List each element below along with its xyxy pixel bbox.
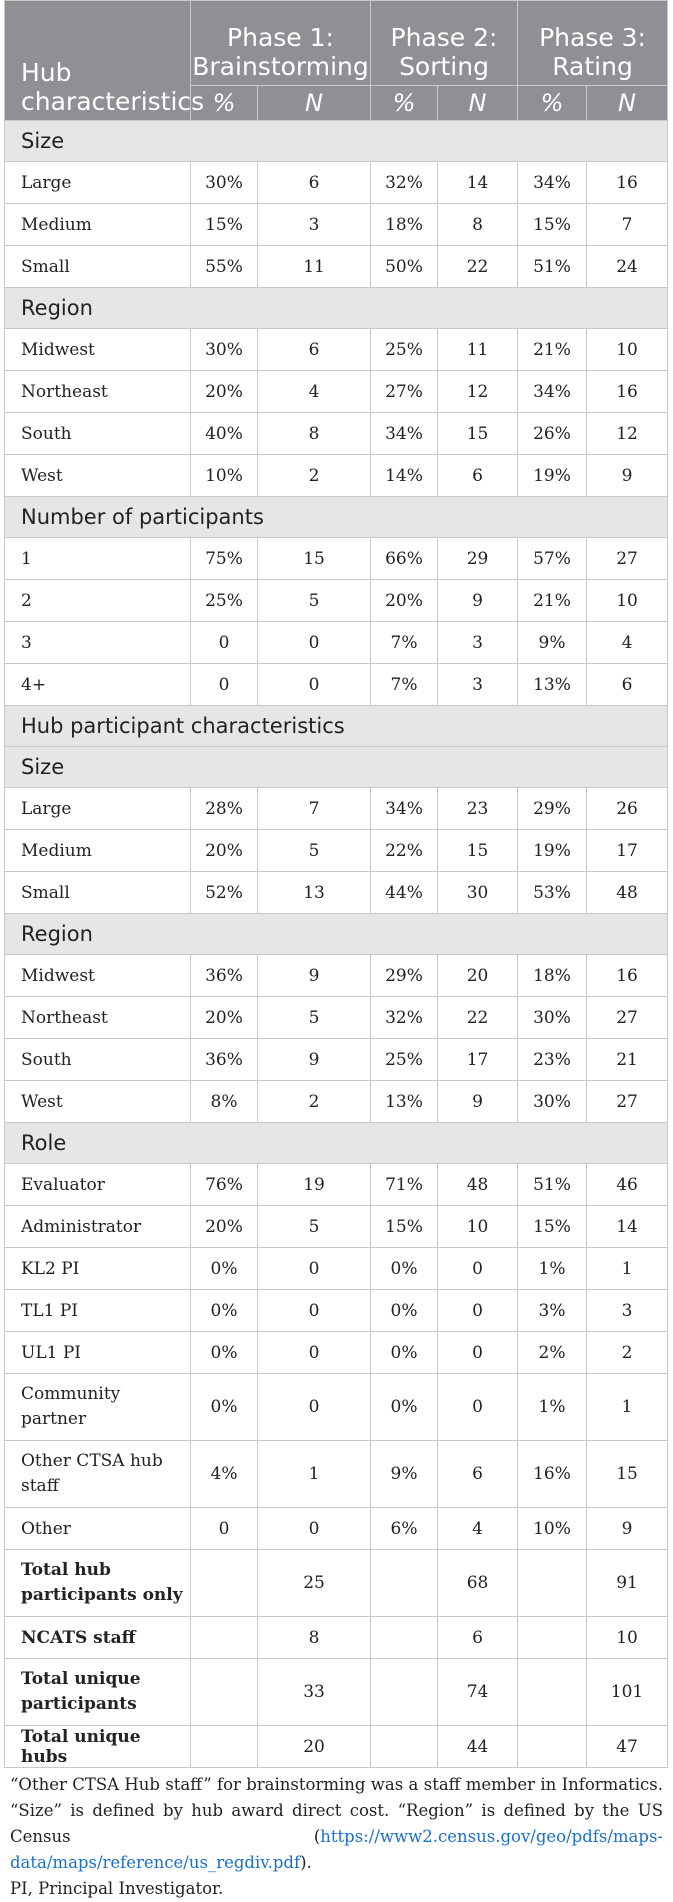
total-label: Total hub participants only [5, 1550, 191, 1617]
table-cell: 19% [518, 830, 587, 872]
row-label: 4+ [5, 664, 191, 706]
footnote-text: “Other CTSA Hub staff” for brainstorming was a staff member in Informatics. “Size” is defined by hub award direct cost. “Region” is defined by the US Census ( [10, 1775, 663, 1846]
table-cell: 3 [438, 664, 518, 706]
col-phase-1: Phase 1: Brainstorming [191, 1, 371, 86]
table-cell: 0% [191, 1332, 258, 1374]
table-cell: 1 [587, 1248, 668, 1290]
row-label: South [5, 413, 191, 455]
table-cell: 22 [438, 997, 518, 1039]
table-cell: 15% [191, 204, 258, 246]
table-cell: 1% [518, 1374, 587, 1441]
table-cell: 30% [191, 162, 258, 204]
total-cell: 44 [438, 1726, 518, 1768]
row-label: South [5, 1039, 191, 1081]
table-row [5, 1290, 668, 1332]
total-cell [191, 1550, 258, 1617]
total-cell [191, 1659, 258, 1726]
table-cell: 25% [191, 580, 258, 622]
table-cell: 5 [258, 580, 371, 622]
table-cell: 15% [518, 1206, 587, 1248]
col-phase-1-pct: % [191, 86, 258, 121]
table-cell: 15% [518, 204, 587, 246]
table-cell: 14 [587, 1206, 668, 1248]
total-label: NCATS staff [5, 1617, 191, 1659]
table-cell: 17 [587, 830, 668, 872]
table-cell: 2% [518, 1332, 587, 1374]
hub-characteristics-table [4, 0, 668, 1768]
section-title: Region [5, 288, 668, 329]
table-cell: 0% [191, 1290, 258, 1332]
section-title: Role [5, 1123, 668, 1164]
table-cell: 27 [587, 1081, 668, 1123]
row-label: Midwest [5, 329, 191, 371]
section-title: Size [5, 121, 668, 162]
table-cell: 27 [587, 538, 668, 580]
table-cell: 22% [371, 830, 438, 872]
table-cell: 76% [191, 1164, 258, 1206]
row-label: West [5, 1081, 191, 1123]
table-row [5, 955, 668, 997]
row-label: Other CTSA hub staff [5, 1441, 191, 1508]
total-cell: 10 [587, 1617, 668, 1659]
table-cell: 2 [587, 1332, 668, 1374]
table-cell: 9% [371, 1441, 438, 1508]
total-cell: 6 [438, 1617, 518, 1659]
table-row [5, 1441, 668, 1508]
col-hub-characteristics: Hub characteristics [5, 1, 191, 121]
table-cell: 3 [587, 1290, 668, 1332]
total-cell [371, 1726, 438, 1768]
total-cell [371, 1550, 438, 1617]
table-row [5, 455, 668, 497]
table-cell: 75% [191, 538, 258, 580]
table-row [5, 1374, 668, 1441]
total-cell [518, 1659, 587, 1726]
table-row [5, 872, 668, 914]
table-cell: 12 [438, 371, 518, 413]
table-cell: 25% [371, 1039, 438, 1081]
table-cell: 21% [518, 580, 587, 622]
table-row [5, 204, 668, 246]
section-title: Region [5, 914, 668, 955]
row-label: Small [5, 246, 191, 288]
col-phase-2-pct: % [371, 86, 438, 121]
row-label: Northeast [5, 997, 191, 1039]
table-row [5, 1164, 668, 1206]
total-cell [518, 1550, 587, 1617]
table-cell: 29% [371, 955, 438, 997]
row-label: 1 [5, 538, 191, 580]
table-cell: 0 [438, 1248, 518, 1290]
table-cell: 32% [371, 997, 438, 1039]
section-header [5, 121, 668, 162]
table-cell: 29% [518, 788, 587, 830]
table-cell: 0% [191, 1374, 258, 1441]
table-cell: 34% [371, 788, 438, 830]
table-cell: 4 [258, 371, 371, 413]
table-cell: 34% [371, 413, 438, 455]
row-label: KL2 PI [5, 1248, 191, 1290]
section-title: Size [5, 747, 668, 788]
section-header [5, 497, 668, 538]
table-row [5, 830, 668, 872]
total-cell: 47 [587, 1726, 668, 1768]
table-body [5, 121, 668, 1768]
table-cell: 2 [258, 455, 371, 497]
table-cell: 0% [371, 1332, 438, 1374]
table-cell: 0 [258, 1374, 371, 1441]
table-cell: 9% [518, 622, 587, 664]
table-cell: 46 [587, 1164, 668, 1206]
table-cell: 16 [587, 162, 668, 204]
total-cell [518, 1617, 587, 1659]
table-cell: 30 [438, 872, 518, 914]
section-header [5, 706, 668, 747]
table-cell: 24 [587, 246, 668, 288]
table-cell: 25% [371, 329, 438, 371]
table-cell: 3% [518, 1290, 587, 1332]
total-row [5, 1617, 668, 1659]
table-cell: 71% [371, 1164, 438, 1206]
table-cell: 30% [191, 329, 258, 371]
table-cell: 20% [371, 580, 438, 622]
table-cell: 48 [438, 1164, 518, 1206]
row-label: Administrator [5, 1206, 191, 1248]
table-cell: 15 [438, 413, 518, 455]
table-cell: 0 [191, 1508, 258, 1550]
col-phase-3: Phase 3: Rating [518, 1, 668, 86]
row-label: Evaluator [5, 1164, 191, 1206]
col-phase-1-n: N [258, 86, 371, 121]
table-cell: 57% [518, 538, 587, 580]
table-cell: 9 [587, 1508, 668, 1550]
total-cell: 68 [438, 1550, 518, 1617]
table-cell: 66% [371, 538, 438, 580]
total-row [5, 1659, 668, 1726]
table-cell: 7 [258, 788, 371, 830]
table-cell: 0 [258, 664, 371, 706]
table-cell: 6 [587, 664, 668, 706]
total-cell [371, 1659, 438, 1726]
table-cell: 0 [258, 1290, 371, 1332]
col-phase-2-n: N [438, 86, 518, 121]
table-cell: 20% [191, 997, 258, 1039]
row-label: Small [5, 872, 191, 914]
table-cell: 19 [258, 1164, 371, 1206]
table-cell: 3 [258, 204, 371, 246]
table-cell: 10% [518, 1508, 587, 1550]
row-label: 2 [5, 580, 191, 622]
table-cell: 9 [258, 955, 371, 997]
table-row [5, 997, 668, 1039]
table-cell: 30% [518, 997, 587, 1039]
section-header [5, 1123, 668, 1164]
table-cell: 14% [371, 455, 438, 497]
table-cell: 0 [258, 1508, 371, 1550]
table-cell: 13% [371, 1081, 438, 1123]
row-label: Other [5, 1508, 191, 1550]
table-row [5, 622, 668, 664]
total-cell: 74 [438, 1659, 518, 1726]
table-cell: 28% [191, 788, 258, 830]
table-cell: 21 [587, 1039, 668, 1081]
table-cell: 10 [438, 1206, 518, 1248]
total-cell [371, 1617, 438, 1659]
table-cell: 7% [371, 664, 438, 706]
row-label: Medium [5, 830, 191, 872]
table-cell: 10% [191, 455, 258, 497]
row-label: Large [5, 788, 191, 830]
table-cell: 8% [191, 1081, 258, 1123]
table-cell: 34% [518, 162, 587, 204]
table-row [5, 1206, 668, 1248]
total-cell: 8 [258, 1617, 371, 1659]
row-label: UL1 PI [5, 1332, 191, 1374]
table-cell: 0 [258, 1248, 371, 1290]
table-cell: 0 [438, 1332, 518, 1374]
table-cell: 6% [371, 1508, 438, 1550]
table-cell: 19% [518, 455, 587, 497]
table-cell: 6 [438, 1441, 518, 1508]
table-cell: 0% [191, 1248, 258, 1290]
table-cell: 2 [258, 1081, 371, 1123]
table-row [5, 371, 668, 413]
table-cell: 10 [587, 580, 668, 622]
table-cell: 44% [371, 872, 438, 914]
table-cell: 6 [258, 329, 371, 371]
table-cell: 9 [438, 580, 518, 622]
row-label: TL1 PI [5, 1290, 191, 1332]
col-phase-3-pct: % [518, 86, 587, 121]
section-header [5, 288, 668, 329]
row-label: Northeast [5, 371, 191, 413]
table-cell: 0% [371, 1290, 438, 1332]
footnote-after: ). [300, 1853, 312, 1872]
table-cell: 52% [191, 872, 258, 914]
table-cell: 26 [587, 788, 668, 830]
table-cell: 0 [438, 1374, 518, 1441]
row-label: Medium [5, 204, 191, 246]
table-cell: 7% [371, 622, 438, 664]
table-cell: 15 [438, 830, 518, 872]
section-header [5, 747, 668, 788]
table-cell: 29 [438, 538, 518, 580]
table-cell: 4% [191, 1441, 258, 1508]
table-cell: 32% [371, 162, 438, 204]
table-cell: 3 [438, 622, 518, 664]
col-phase-2: Phase 2: Sorting [371, 1, 518, 86]
total-cell: 101 [587, 1659, 668, 1726]
table-cell: 0% [371, 1374, 438, 1441]
table-cell: 36% [191, 1039, 258, 1081]
table-cell: 8 [258, 413, 371, 455]
total-label: Total unique participants [5, 1659, 191, 1726]
table-cell: 13 [258, 872, 371, 914]
table-row [5, 246, 668, 288]
table-row [5, 580, 668, 622]
row-label: 3 [5, 622, 191, 664]
table-cell: 8 [438, 204, 518, 246]
table-cell: 51% [518, 246, 587, 288]
table-cell: 11 [438, 329, 518, 371]
table-cell: 27 [587, 997, 668, 1039]
table-row [5, 162, 668, 204]
table-cell: 6 [438, 455, 518, 497]
table-cell: 53% [518, 872, 587, 914]
table-row [5, 1332, 668, 1374]
section-title: Number of participants [5, 497, 668, 538]
table-cell: 20% [191, 830, 258, 872]
table-cell: 50% [371, 246, 438, 288]
row-label: Large [5, 162, 191, 204]
table-footnote [4, 1768, 673, 1902]
table-cell: 0 [191, 664, 258, 706]
section-title: Hub participant characteristics [5, 706, 668, 747]
table-row [5, 1039, 668, 1081]
total-cell [518, 1726, 587, 1768]
table-cell: 51% [518, 1164, 587, 1206]
table-cell: 48 [587, 872, 668, 914]
total-cell: 25 [258, 1550, 371, 1617]
table-row [5, 413, 668, 455]
table-cell: 20 [438, 955, 518, 997]
table-cell: 16 [587, 955, 668, 997]
table-cell: 0 [258, 1332, 371, 1374]
total-cell [191, 1617, 258, 1659]
row-label: West [5, 455, 191, 497]
table-cell: 17 [438, 1039, 518, 1081]
table-cell: 20% [191, 1206, 258, 1248]
table-cell: 9 [258, 1039, 371, 1081]
table-cell: 5 [258, 997, 371, 1039]
table-cell: 4 [438, 1508, 518, 1550]
table-cell: 20% [191, 371, 258, 413]
table-cell: 40% [191, 413, 258, 455]
table-cell: 10 [587, 329, 668, 371]
table-cell: 16 [587, 371, 668, 413]
table-cell: 55% [191, 246, 258, 288]
table-cell: 5 [258, 1206, 371, 1248]
table-cell: 13% [518, 664, 587, 706]
table-cell: 16% [518, 1441, 587, 1508]
table-cell: 21% [518, 329, 587, 371]
row-label: Midwest [5, 955, 191, 997]
census-link[interactable]: https://www2.census.gov/geo/pdfs/maps-data/maps/reference/us_regdiv.pdf [10, 1827, 663, 1872]
table-cell: 14 [438, 162, 518, 204]
total-cell [191, 1726, 258, 1768]
table-cell: 0 [258, 622, 371, 664]
total-cell: 20 [258, 1726, 371, 1768]
table-cell: 30% [518, 1081, 587, 1123]
table-cell: 23% [518, 1039, 587, 1081]
table-cell: 0% [371, 1248, 438, 1290]
table-cell: 1 [258, 1441, 371, 1508]
table-cell: 15% [371, 1206, 438, 1248]
col-phase-3-n: N [587, 86, 668, 121]
table-row [5, 538, 668, 580]
table-row [5, 788, 668, 830]
table-row [5, 1081, 668, 1123]
total-cell: 91 [587, 1550, 668, 1617]
section-header [5, 914, 668, 955]
table-cell: 5 [258, 830, 371, 872]
total-cell: 33 [258, 1659, 371, 1726]
table-cell: 9 [438, 1081, 518, 1123]
table-cell: 26% [518, 413, 587, 455]
footnote-abbrev: PI, Principal Investigator. [10, 1879, 224, 1898]
total-label: Total unique hubs [5, 1726, 191, 1768]
table-cell: 34% [518, 371, 587, 413]
table-cell: 15 [587, 1441, 668, 1508]
table-cell: 36% [191, 955, 258, 997]
table-cell: 0 [438, 1290, 518, 1332]
table-cell: 18% [371, 204, 438, 246]
total-row [5, 1550, 668, 1617]
table-cell: 15 [258, 538, 371, 580]
table-cell: 22 [438, 246, 518, 288]
table-cell: 11 [258, 246, 371, 288]
table-cell: 1 [587, 1374, 668, 1441]
table-cell: 4 [587, 622, 668, 664]
table-row [5, 664, 668, 706]
table-cell: 18% [518, 955, 587, 997]
table-cell: 9 [587, 455, 668, 497]
table-cell: 23 [438, 788, 518, 830]
table-cell: 6 [258, 162, 371, 204]
table-cell: 27% [371, 371, 438, 413]
table-cell: 0 [191, 622, 258, 664]
table-row [5, 1248, 668, 1290]
table-cell: 7 [587, 204, 668, 246]
table-row [5, 1508, 668, 1550]
table-header [5, 1, 668, 121]
table-cell: 12 [587, 413, 668, 455]
table-cell: 1% [518, 1248, 587, 1290]
table-row [5, 329, 668, 371]
total-row [5, 1726, 668, 1768]
row-label: Community partner [5, 1374, 191, 1441]
